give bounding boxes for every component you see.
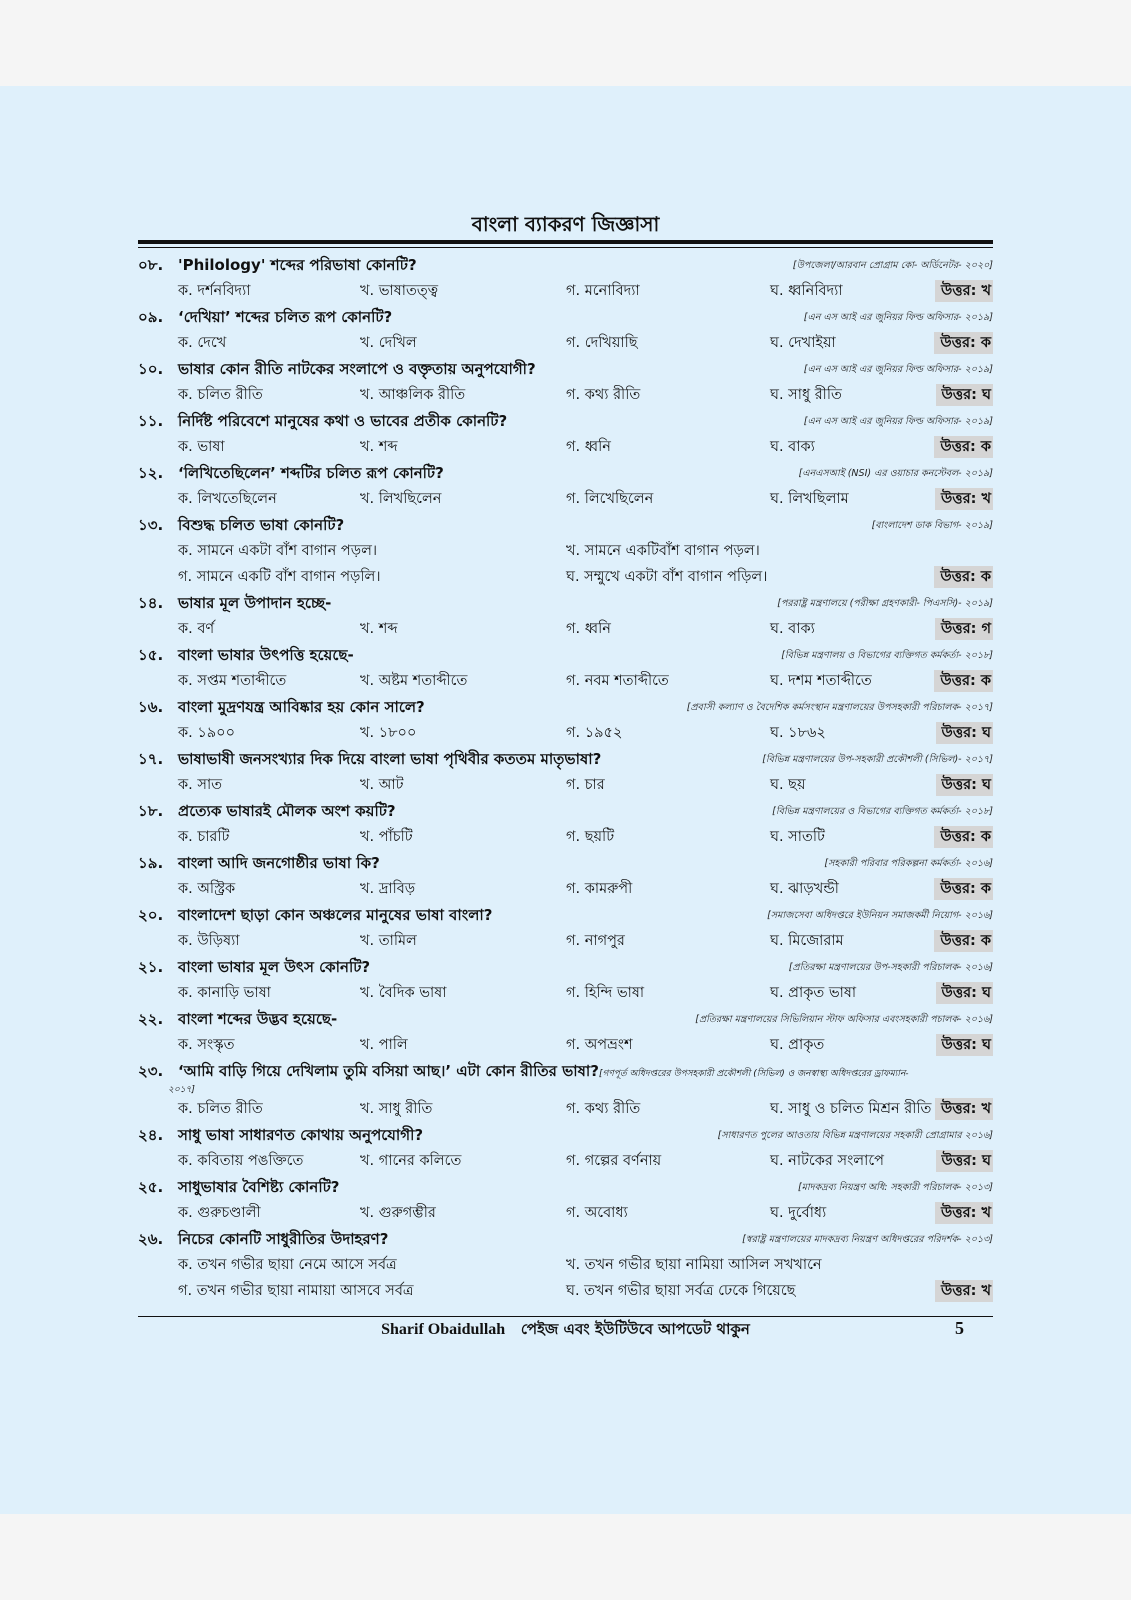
answer-badge bbox=[934, 566, 993, 588]
question-number: ১৬. bbox=[138, 698, 164, 716]
option: ক. চারটি bbox=[178, 829, 230, 845]
option: ঘ. মিজোরাম bbox=[770, 933, 844, 949]
page-title: বাংলা ব্যাকরণ জিজ্ঞাসা bbox=[471, 212, 660, 236]
options-row bbox=[138, 538, 993, 564]
options-row bbox=[138, 1032, 993, 1058]
author-name: Sharif Obaidullah bbox=[381, 1321, 506, 1338]
question-line bbox=[138, 460, 993, 486]
question-text: সাধু ভাষা সাধারণত কোথায় অনুপযোগী? bbox=[178, 1126, 424, 1144]
answer-label: উত্তর: bbox=[941, 777, 977, 793]
option: ক. চলিত রীতি bbox=[178, 387, 263, 403]
option: ঘ. ১৮৬২ bbox=[770, 725, 826, 741]
option: খ. তখন গভীর ছায়া নামিয়া আসিল সখখানে bbox=[566, 1257, 822, 1273]
question-item bbox=[138, 512, 993, 590]
question-source: [বিভিন্ন মন্ত্রণালয়ের ও বিভাগের ব্যক্তিগত কর্মকর্তা- ২০১৮] bbox=[772, 806, 993, 817]
question-item bbox=[138, 954, 993, 1006]
question-item bbox=[138, 1058, 993, 1122]
answer-label: উত্তর: bbox=[941, 725, 977, 741]
page-number: 5 bbox=[955, 1318, 964, 1338]
option: খ. ভাষাতত্ত্ব bbox=[360, 283, 439, 299]
question-line bbox=[138, 746, 993, 772]
options-row bbox=[138, 720, 993, 746]
options-row bbox=[138, 278, 993, 304]
answer-label: উত্তর: bbox=[940, 1101, 977, 1117]
option: খ. আঞ্চলিক রীতি bbox=[360, 387, 466, 403]
question-number: ১১. bbox=[138, 412, 164, 430]
question-item bbox=[138, 746, 993, 798]
option: গ. দেখিয়াছি bbox=[566, 335, 638, 351]
question-text: 'Philology' শব্দের পরিভাষা কোনটি? bbox=[178, 256, 417, 274]
answer-value: ঘ bbox=[982, 1153, 991, 1169]
question-text-main: ‘আমি বাড়ি গিয়ে দেখিলাম তুমি বসিয়া আছ।’ এটা কোন রীতির ভাষা? bbox=[178, 1062, 599, 1080]
question-source: [গণপূর্ত অধিদপ্তরের উপসহকারী প্রকৌশলী (সিভিল) ও জনস্বাস্থ্য অধিদপ্তরের ড্রাফম্যান- bbox=[598, 1069, 909, 1079]
answer-badge bbox=[936, 384, 993, 406]
answer-label: উত্তর: bbox=[941, 1153, 977, 1169]
question-text bbox=[178, 1058, 993, 1087]
option: ক. কবিতায় পঙক্তিতে bbox=[178, 1153, 304, 1169]
option: গ. ছয়টি bbox=[566, 829, 615, 845]
question-source: [প্রতিরক্ষা মন্ত্রণালয়ের উপ-সহকারী পরিচালক- ২০১৬] bbox=[788, 962, 993, 973]
question-number: ০৯. bbox=[138, 308, 164, 326]
question-text: প্রত্যেক ভাষারই মৌলক অংশ কয়টি? bbox=[178, 802, 396, 820]
question-number: ১২. bbox=[138, 464, 164, 482]
question-number: ১৩. bbox=[138, 516, 164, 534]
option: ঘ. সাধু ও চলিত মিশ্রন রীতি bbox=[770, 1101, 932, 1117]
question-number: ২৪. bbox=[138, 1126, 164, 1144]
option: ক. দেখে bbox=[178, 335, 227, 351]
answer-badge bbox=[936, 774, 993, 796]
question-number: ০৮. bbox=[138, 256, 164, 274]
answer-label: উত্তর: bbox=[940, 829, 976, 845]
option: ক. চলিত রীতি bbox=[178, 1101, 263, 1117]
option: ক. দর্শনবিদ্যা bbox=[178, 283, 251, 299]
answer-badge bbox=[935, 1202, 993, 1224]
question-text: বাংলা মুদ্রণযন্ত্র আবিষ্কার হয় কোন সালে? bbox=[178, 698, 425, 716]
option: গ. নবম শতাব্দীতে bbox=[566, 673, 669, 689]
option: ঘ. নাটকের সংলাপে bbox=[770, 1153, 884, 1169]
options-row bbox=[138, 486, 993, 512]
answer-label: উত্তর: bbox=[941, 387, 977, 403]
option: গ. সামনে একটি বাঁশ বাগান পড়লি। bbox=[178, 569, 381, 585]
option: ঘ. দশম শতাব্দীতে bbox=[770, 673, 872, 689]
question-line bbox=[138, 798, 993, 824]
option: ক. লিখতেছিলেন bbox=[178, 491, 277, 507]
answer-value: ক bbox=[980, 335, 991, 351]
question-line bbox=[138, 408, 993, 434]
question-item bbox=[138, 850, 993, 902]
option: গ. কথ্য রীতি bbox=[566, 1101, 641, 1117]
option: খ. দেখিল bbox=[360, 335, 417, 351]
option: ক. ১৯০০ bbox=[178, 725, 236, 741]
options-row bbox=[138, 1148, 993, 1174]
answer-value: গ bbox=[981, 621, 991, 637]
question-line bbox=[138, 1174, 993, 1200]
answer-badge bbox=[935, 1280, 993, 1302]
question-source: [স্বরাষ্ট্র মন্ত্রণালয়ের মাদকদ্রব্য নিয়ন্ত্রণ অধিদপ্তরের পরিদর্শক- ২০১৩] bbox=[742, 1234, 993, 1245]
option: খ. বৈদিক ভাষা bbox=[360, 985, 447, 1001]
option: গ. চার bbox=[566, 777, 605, 793]
question-text: ‘লিখিতেছিলেন’ শব্দটির চলিত রূপ কোনটি? bbox=[178, 464, 444, 482]
question-source: [প্রতিরক্ষা মন্ত্রণালয়ের সিভিলিয়ান স্টাফ অফিসার এবংসহকারী পচালক- ২০১৬] bbox=[695, 1014, 993, 1025]
question-source: [সমাজসেবা অধিদপ্তরে ইউনিয়ন সমাজকর্মী নিয়োগ- ২০১৬] bbox=[767, 910, 993, 921]
answer-label: উত্তর: bbox=[940, 673, 976, 689]
option: গ. ধ্বনি bbox=[566, 621, 611, 637]
answer-badge bbox=[936, 722, 993, 744]
options-row bbox=[138, 616, 993, 642]
answer-label: উত্তর: bbox=[940, 1205, 977, 1221]
question-item bbox=[138, 408, 993, 460]
header-rule-thin bbox=[138, 247, 993, 248]
option: খ. লিখছিলেন bbox=[360, 491, 442, 507]
question-line bbox=[138, 356, 993, 382]
answer-value: খ bbox=[981, 1205, 991, 1221]
question-text: বাংলা ভাষার উৎপত্তি হয়েছে- bbox=[178, 646, 354, 664]
option: খ. শব্দ bbox=[360, 439, 398, 455]
question-line bbox=[138, 1122, 993, 1148]
answer-value: ক bbox=[980, 933, 991, 949]
question-text: বিশুদ্ধ চলিত ভাষা কোনটি? bbox=[178, 516, 345, 534]
option: খ. গানের কলিতে bbox=[360, 1153, 462, 1169]
option: খ. তামিল bbox=[360, 933, 417, 949]
answer-badge bbox=[935, 488, 993, 510]
question-text: নির্দিষ্ট পরিবেশে মানুষের কথা ও ভাবের প্রতীক কোনটি? bbox=[178, 412, 508, 430]
option: ক. সপ্তম শতাব্দীতে bbox=[178, 673, 287, 689]
options-row bbox=[138, 330, 993, 356]
option: খ. অষ্টম শতাব্দীতে bbox=[360, 673, 468, 689]
option: ক. বর্ণ bbox=[178, 621, 215, 637]
question-line bbox=[138, 1006, 993, 1032]
answer-value: ক bbox=[980, 829, 991, 845]
option: ঘ. ছয় bbox=[770, 777, 806, 793]
option: ঘ. লিখছিলাম bbox=[770, 491, 849, 507]
option: গ. মনোবিদ্যা bbox=[566, 283, 640, 299]
answer-badge bbox=[934, 930, 993, 952]
question-item bbox=[138, 356, 993, 408]
question-source: [এন এস আই এর জুনিয়র ফিল্ড অফিসার- ২০১৯] bbox=[803, 364, 993, 375]
question-number: ১০. bbox=[138, 360, 164, 378]
question-item bbox=[138, 1174, 993, 1226]
option: গ. অবোধ্য bbox=[566, 1205, 628, 1221]
question-item bbox=[138, 1122, 993, 1174]
options-row bbox=[138, 824, 993, 850]
option: ক. গুরুচণ্ডালী bbox=[178, 1205, 261, 1221]
question-item bbox=[138, 1006, 993, 1058]
question-text: ভাষার কোন রীতি নাটকের সংলাপে ও বক্তৃতায় অনুপযোগী? bbox=[178, 360, 536, 378]
question-text: নিচের কোনটি সাধুরীতির উদাহরণ? bbox=[178, 1230, 389, 1248]
question-line bbox=[138, 304, 993, 330]
answer-value: ঘ bbox=[982, 777, 991, 793]
question-text: ভাষার মূল উপাদান হচ্ছে- bbox=[178, 594, 332, 612]
question-line bbox=[138, 512, 993, 538]
question-list bbox=[138, 252, 993, 1304]
answer-label: উত্তর: bbox=[940, 283, 977, 299]
options-row bbox=[138, 1278, 993, 1304]
question-text: বাংলা আদি জনগোষ্ঠীর ভাষা কি? bbox=[178, 854, 380, 872]
option: ক. উড়িষ্যা bbox=[178, 933, 240, 949]
question-number: ১৭. bbox=[138, 750, 164, 768]
question-source: [বাংলাদেশ ডাক বিভাগ- ২০১৯] bbox=[871, 520, 993, 531]
option: ঘ. দুর্বোধ্য bbox=[770, 1205, 827, 1221]
option: ঘ. দেখাইয়া bbox=[770, 335, 836, 351]
answer-badge bbox=[934, 436, 993, 458]
answer-label: উত্তর: bbox=[940, 881, 976, 897]
option: ক. সংস্কৃত bbox=[178, 1037, 235, 1053]
answer-label: উত্তর: bbox=[940, 569, 976, 585]
question-number: ২১. bbox=[138, 958, 164, 976]
answer-badge bbox=[936, 1034, 993, 1056]
options-row bbox=[138, 434, 993, 460]
option: ক. কানাড়ি ভাষা bbox=[178, 985, 271, 1001]
option: ঘ. সাধু রীতি bbox=[770, 387, 842, 403]
option: ঘ. বাক্য bbox=[770, 439, 815, 455]
answer-label: উত্তর: bbox=[940, 491, 977, 507]
answer-badge bbox=[935, 280, 993, 302]
answer-value: ঘ bbox=[982, 725, 991, 741]
answer-label: উত্তর: bbox=[941, 985, 977, 1001]
answer-value: খ bbox=[981, 491, 991, 507]
question-line bbox=[138, 252, 993, 278]
question-line bbox=[138, 850, 993, 876]
answer-badge bbox=[936, 982, 993, 1004]
footer-message: পেইজ এবং ইউটিউবে আপডেট থাকুন bbox=[520, 1320, 750, 1338]
answer-value: ঘ bbox=[982, 985, 991, 1001]
question-text: ভাষাভাষী জনসংখ্যার দিক দিয়ে বাংলা ভাষা পৃথিবীর কততম মাতৃভাষা? bbox=[178, 750, 602, 768]
question-text: বাংলা শব্দের উদ্ভব হয়েছে- bbox=[178, 1010, 338, 1028]
question-item bbox=[138, 694, 993, 746]
option: খ. সামনে একটিবাঁশ বাগান পড়ল। bbox=[566, 543, 760, 559]
header-rule bbox=[138, 240, 993, 244]
option: খ. পাঁচটি bbox=[360, 829, 413, 845]
answer-label: উত্তর: bbox=[940, 439, 976, 455]
option: খ. পালি bbox=[360, 1037, 408, 1053]
answer-label: উত্তর: bbox=[941, 1037, 977, 1053]
option: ঘ. সম্মুখে একটা বাঁশ বাগান পড়িল। bbox=[566, 569, 768, 585]
options-row bbox=[138, 1200, 993, 1226]
option: গ. নাগপুর bbox=[566, 933, 625, 949]
question-source: [এনএসআই (NSI) এর ওয়াচার কনস্টেবল- ২০১৯] bbox=[798, 468, 993, 479]
option: খ. সাধু রীতি bbox=[360, 1101, 433, 1117]
answer-value: ঘ bbox=[982, 387, 991, 403]
footer-rule bbox=[138, 1316, 993, 1317]
options-row bbox=[138, 928, 993, 954]
question-source: [এন এস আই এর জুনিয়র ফিল্ড অফিসার- ২০১৯] bbox=[803, 416, 993, 427]
option: গ. অপভ্রংশ bbox=[566, 1037, 633, 1053]
question-line bbox=[138, 1058, 993, 1096]
option: ঘ. বাক্য bbox=[770, 621, 815, 637]
options-row bbox=[138, 876, 993, 902]
option: খ. গুরুগম্ভীর bbox=[360, 1205, 436, 1221]
question-number: ১৯. bbox=[138, 854, 164, 872]
options-row bbox=[138, 980, 993, 1006]
option: গ. গল্পের বর্ণনায় bbox=[566, 1153, 662, 1169]
question-item bbox=[138, 304, 993, 356]
option: গ. ধ্বনি bbox=[566, 439, 611, 455]
question-item bbox=[138, 902, 993, 954]
option: ক. সামনে একটা বাঁশ বাগান পড়ল। bbox=[178, 543, 378, 559]
question-source-continued: ২০১৭] bbox=[168, 1085, 195, 1095]
options-row bbox=[138, 1252, 993, 1278]
question-item bbox=[138, 460, 993, 512]
option: গ. ১৯৫২ bbox=[566, 725, 623, 741]
question-item bbox=[138, 1226, 993, 1304]
answer-value: খ bbox=[981, 1101, 991, 1117]
options-row bbox=[138, 564, 993, 590]
option: ঘ. ধ্বনিবিদ্যা bbox=[770, 283, 843, 299]
question-source: [সহকারী পরিবার পরিকল্পনা কর্মকর্তা- ২০১৬] bbox=[824, 858, 993, 869]
option: খ. ১৮০০ bbox=[360, 725, 417, 741]
question-number: ১৪. bbox=[138, 594, 164, 612]
option: খ. শব্দ bbox=[360, 621, 398, 637]
option: গ. কথ্য রীতি bbox=[566, 387, 641, 403]
option: খ. আট bbox=[360, 777, 404, 793]
options-row bbox=[138, 668, 993, 694]
question-number: ২০. bbox=[138, 906, 164, 924]
option: ক. সাত bbox=[178, 777, 223, 793]
answer-value: ক bbox=[980, 673, 991, 689]
question-number: ১৮. bbox=[138, 802, 164, 820]
question-number: ২৩. bbox=[138, 1062, 164, 1080]
option: ঘ. প্রাকৃত ভাষা bbox=[770, 985, 857, 1001]
options-row bbox=[138, 1096, 993, 1122]
question-source: [বিভিন্ন মন্ত্রণালয়ের উপ-সহকারী প্রকৌশলী (সিভিল)- ২০১৭] bbox=[762, 754, 993, 765]
question-source: [প্রবাসী কল্যাণ ও বৈদেশিক কর্মসংস্থান মন্ত্রণালয়ের উপসহকারী পরিচালক- ২০১৭] bbox=[686, 702, 993, 713]
question-line bbox=[138, 590, 993, 616]
option: গ. কামরুপী bbox=[566, 881, 633, 897]
answer-value: ঘ bbox=[982, 1037, 991, 1053]
answer-badge bbox=[936, 1150, 993, 1172]
question-source: [সাধারণত পুলের আওতায় বিভিন্ন মন্ত্রণালয়ের সহকারী প্রোগ্রামার ২০১৬] bbox=[717, 1130, 993, 1141]
answer-value: খ bbox=[981, 283, 991, 299]
option: গ. তখন গভীর ছায়া নামায়া আসবে সর্বত্র bbox=[178, 1283, 414, 1299]
answer-value: ক bbox=[980, 881, 991, 897]
answer-label: উত্তর: bbox=[940, 1283, 977, 1299]
question-source: [মাদকদ্রব্য নিয়ন্ত্রণ অধি: সহকারী পরিচালক- ২০১৩] bbox=[797, 1182, 993, 1193]
question-number: ২৫. bbox=[138, 1178, 164, 1196]
answer-badge bbox=[934, 826, 993, 848]
question-source: [বিভিন্ন মন্ত্রণালয় ও বিভাগের ব্যক্তিগত কর্মকর্তা- ২০১৮] bbox=[781, 650, 993, 661]
option: ঘ. ঝাড়খন্ডী bbox=[770, 881, 839, 897]
answer-badge bbox=[934, 670, 993, 692]
question-line bbox=[138, 642, 993, 668]
options-row bbox=[138, 382, 993, 408]
option: ক. অস্ট্রিক bbox=[178, 881, 236, 897]
question-number: ২২. bbox=[138, 1010, 164, 1028]
question-item bbox=[138, 642, 993, 694]
question-source: [পররাষ্ট্র মন্ত্রণালয়ে (পরীক্ষা গ্রহণকারী- পিএসসি)- ২০১৯] bbox=[777, 598, 993, 609]
option: খ. দ্রাবিড় bbox=[360, 881, 416, 897]
option: গ. লিখেছিলেন bbox=[566, 491, 654, 507]
question-item bbox=[138, 590, 993, 642]
options-row bbox=[138, 772, 993, 798]
option: ঘ. তখন গভীর ছায়া সর্বত্র ঢেকে গিয়েছে bbox=[566, 1283, 796, 1299]
answer-label: উত্তর: bbox=[940, 933, 976, 949]
answer-value: খ bbox=[981, 1283, 991, 1299]
answer-label: উত্তর: bbox=[940, 621, 977, 637]
question-line bbox=[138, 694, 993, 720]
question-text: সাধুভাষার বৈশিষ্ট্য কোনটি? bbox=[178, 1178, 340, 1196]
answer-value: ক bbox=[980, 569, 991, 585]
answer-badge bbox=[934, 878, 993, 900]
question-source: [উপজেলা/আরবান প্রোগ্রাম কো- অর্ডিনেটর- ২০২০] bbox=[792, 260, 993, 271]
option: ক. তখন গভীর ছায়া নেমে আসে সর্বত্র bbox=[178, 1257, 397, 1273]
question-number: ১৫. bbox=[138, 646, 164, 664]
question-text: বাংলাদেশ ছাড়া কোন অঞ্চলের মানুষের ভাষা বাংলা? bbox=[178, 906, 493, 924]
question-line bbox=[138, 954, 993, 980]
answer-label: উত্তর: bbox=[940, 335, 976, 351]
answer-value: ক bbox=[980, 439, 991, 455]
question-source: [এন এস আই এর জুনিয়র ফিল্ড অফিসার- ২০১৯] bbox=[803, 312, 993, 323]
option: ক. ভাষা bbox=[178, 439, 225, 455]
question-line bbox=[138, 1226, 993, 1252]
answer-badge bbox=[935, 618, 993, 640]
question-number: ২৬. bbox=[138, 1230, 164, 1248]
answer-badge bbox=[935, 1098, 993, 1120]
answer-badge bbox=[934, 332, 993, 354]
option: ঘ. প্রাকৃত bbox=[770, 1037, 825, 1053]
question-text: বাংলা ভাষার মূল উৎস কোনটি? bbox=[178, 958, 371, 976]
option: ঘ. সাতটি bbox=[770, 829, 825, 845]
question-item bbox=[138, 798, 993, 850]
option: গ. হিন্দি ভাষা bbox=[566, 985, 645, 1001]
question-text: ‘দেখিয়া’ শব্দের চলিত রূপ কোনটি? bbox=[178, 308, 393, 326]
question-line bbox=[138, 902, 993, 928]
question-item bbox=[138, 252, 993, 304]
